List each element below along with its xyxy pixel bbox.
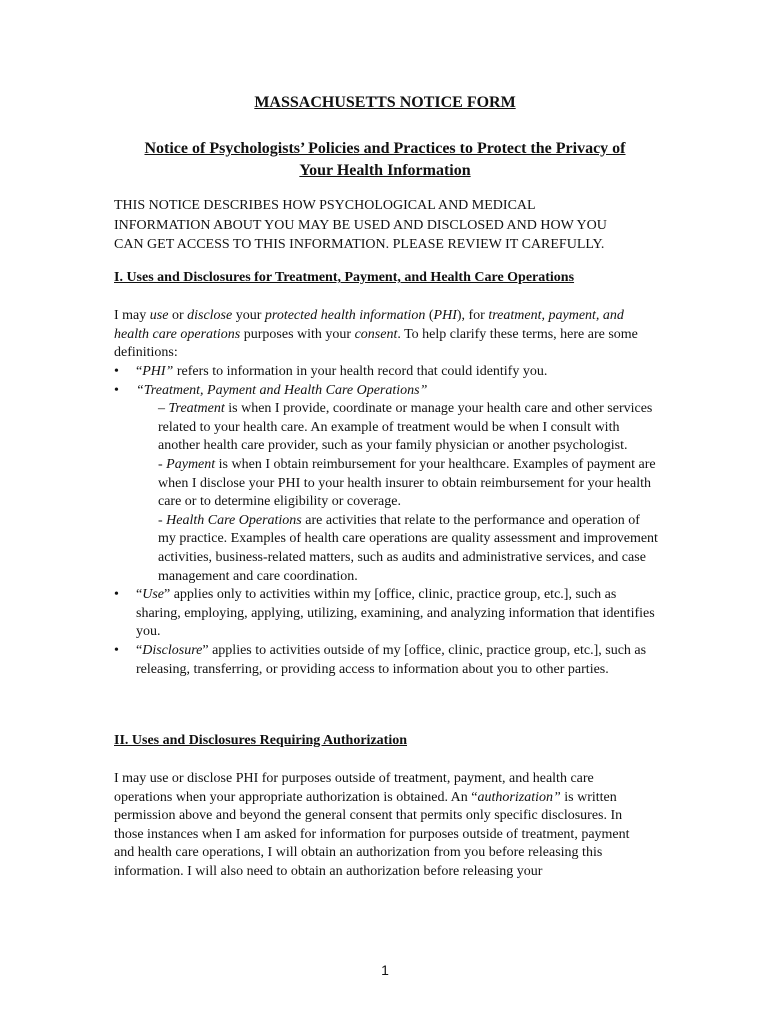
term-payment: Payment	[166, 456, 216, 472]
list-item-tpo	[114, 382, 659, 587]
bullet-icon: •	[114, 382, 119, 398]
body-text: is written permission above and beyond the general consent that permits only specific disclosures. In those instances when I am asked for information for purposes outside of treatment, payment and health care operations, I will obtain an authorization from you before releasing this information. I will also need to obtain an authorization before releasing your	[114, 789, 630, 879]
intro-text: ), for	[456, 308, 489, 323]
dash: -	[158, 456, 167, 472]
term-health-care-operations: Health Care Operations	[166, 512, 302, 528]
section-2-body	[114, 770, 649, 882]
quote-mark: “	[136, 587, 143, 603]
definition-text: are activities that relate to the performance and operation of my practice. Examples of health care operations are quality assessment and improvement activities, business-related matters, such as audits and administrative services, and case management and care coordination.	[158, 512, 658, 584]
term-use-def: Use	[142, 587, 164, 603]
notice-line-2: INFORMATION ABOUT YOU MAY BE USED AND DISCLOSED AND HOW YOU	[114, 217, 607, 233]
term-tpo-def: “Treatment, Payment and Health Care Operations”	[136, 382, 428, 398]
bullet-icon: •	[114, 587, 119, 603]
subtitle-line-1: Notice of Psychologists’ Policies and Practices to Protect the Privacy of	[144, 140, 626, 157]
intro-text: purposes with your	[240, 326, 355, 342]
term-protected-health-information: protected health information	[264, 308, 426, 323]
section-1-intro	[114, 307, 649, 363]
term-tpo: treatment, payment, and health care operations	[114, 308, 624, 342]
definitions-list	[114, 363, 659, 679]
section-2-heading: II. Uses and Disclosures Requiring Authorization	[114, 733, 408, 748]
definition-text: ” applies only to activities within my [office, clinic, practice group, etc.], such as sharing, employing, applying, utilizing, examining, and analyzing information that identifies you.	[136, 587, 655, 640]
term-disclosure-def: Disclosure	[142, 642, 203, 658]
form-subtitle	[60, 138, 710, 182]
intro-text: . To help clarify these terms, here are some definitions:	[114, 326, 638, 361]
term-authorization: authorization”	[477, 789, 561, 805]
list-item-use	[114, 586, 659, 642]
operations-definition	[136, 512, 659, 586]
form-title: MASSACHUSETTS NOTICE FORM	[254, 94, 516, 111]
intro-text: or	[168, 308, 188, 323]
intro-text: (	[425, 308, 434, 323]
term-treatment: Treatment	[168, 401, 225, 417]
bullet-icon: •	[114, 642, 119, 658]
notice-statement	[114, 196, 674, 255]
term-phi: PHI	[433, 308, 457, 323]
dash: –	[158, 401, 169, 417]
intro-text: your	[232, 308, 265, 323]
definition-text: is when I provide, coordinate or manage your health care and other services related to your health care. An example of treatment would be when I consult with another health care provider, such as your family physician or another psychologist.	[158, 401, 653, 454]
term-use: use	[149, 308, 169, 323]
treatment-definition	[136, 400, 659, 456]
definition-text: refers to information in your health record that could identify you.	[173, 364, 548, 379]
term-consent: consent	[354, 326, 398, 342]
section-1-heading: I. Uses and Disclosures for Treatment, Payment, and Health Care Operations	[114, 270, 575, 285]
dash: -	[158, 512, 167, 528]
subtitle-line-2: Your Health Information	[299, 162, 471, 179]
quote-mark: “	[136, 364, 143, 379]
quote-mark: “	[136, 642, 143, 658]
list-item-phi	[114, 363, 659, 382]
term-phi-def: PHI”	[142, 364, 174, 379]
payment-definition	[136, 456, 659, 512]
definition-text: ” applies to activities outside of my [office, clinic, practice group, etc.], such as releasing, transferring, or providing access to information about you to other parties.	[136, 642, 647, 677]
notice-line-1: THIS NOTICE DESCRIBES HOW PSYCHOLOGICAL AND MEDICAL	[114, 198, 536, 213]
bullet-icon: •	[114, 364, 119, 379]
list-item-disclosure	[114, 642, 659, 679]
page-number: 1	[381, 962, 389, 978]
notice-line-3: CAN GET ACCESS TO THIS INFORMATION. PLEASE REVIEW IT CAREFULLY.	[114, 237, 605, 252]
definition-text: is when I obtain reimbursement for your healthcare. Examples of payment are when I disclose your PHI to your health insurer to obtain reimbursement for your health care or to determine eligibility or coverage.	[158, 456, 656, 510]
intro-text: I may	[114, 308, 150, 323]
term-disclose: disclose	[187, 308, 233, 323]
body-text: I may use or disclose PHI for purposes outside of treatment, payment, and health care operations when your appropriate authorization is obtained. An “	[114, 771, 594, 805]
